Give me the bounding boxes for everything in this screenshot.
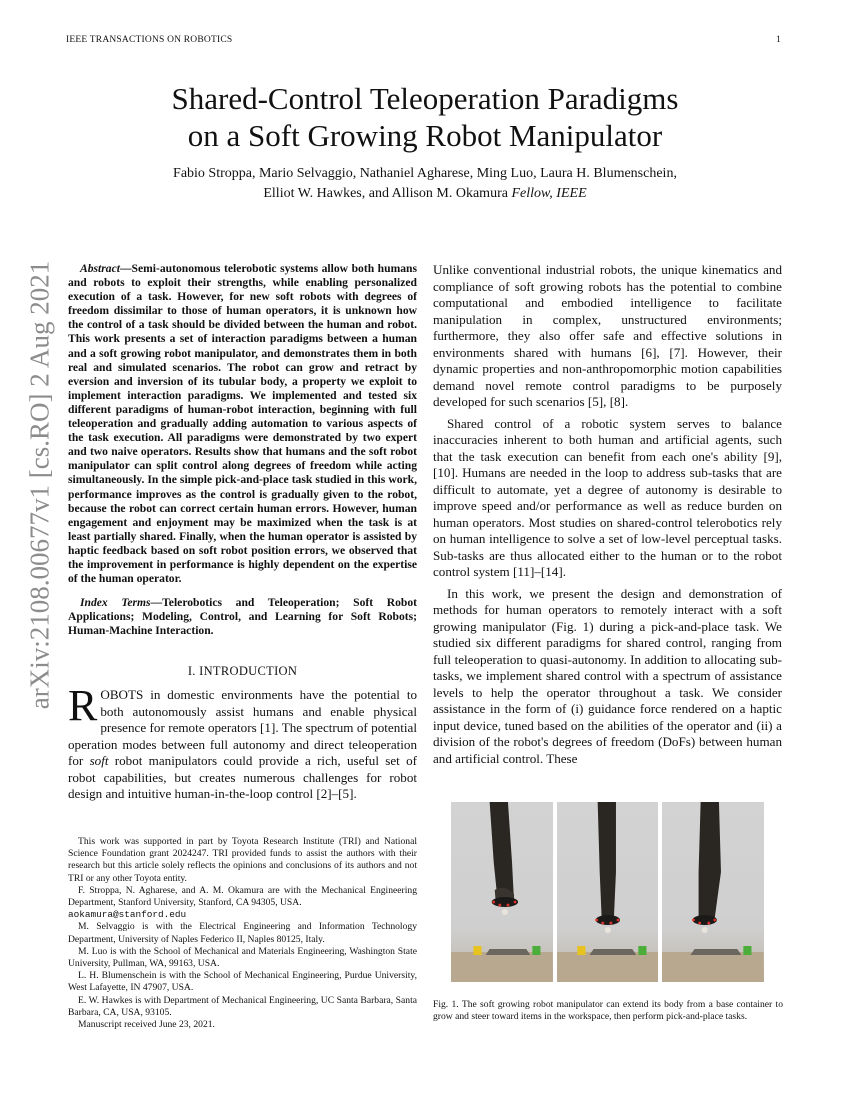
- section-title-initial: I: [199, 664, 204, 679]
- footnote-wsu: M. Luo is with the School of Mechanical and Materials Engineering, Washington State University, Pullman, WA, 99163, USA.: [68, 945, 417, 970]
- footnote-received: Manuscript received June 23, 2021.: [78, 1019, 215, 1031]
- right-paragraph-3: In this work, we present the design and demonstration of methods for human operators to remotely interact with a soft growing manipulator (Fig. 1) during a pick-and-place task. We studied six different paradigms for shared control, ranging from full teleoperation to quasi-autonomy. In addition to allocating sub-tasks, we implement shared control with a spectrum of assistance levels to help the operator throughout a task. We consider assistance in the form of (i) guidance force rendered on a haptic input device, tuned based on the abilities of the operator and (ii) a division of the robot's degrees of freedom (DoFs) between human and artificial control. These: [433, 585, 782, 766]
- figure-panel-1: [451, 802, 553, 982]
- page-number: 1: [776, 35, 781, 45]
- intro-text: in domestic environments have the potential to both autonomously assist humans and enable physical presence for remote operators [1]. The spectrum of potential operation modes between full autonomy and direct teleoperation for: [68, 687, 417, 769]
- intro-smallcaps: OBOTS: [100, 687, 144, 703]
- footnote-ucsb: E. W. Hawkes is with Department of Mechanical Engineering, UC Santa Barbara, Santa Barbara, CA, USA, 93105.: [68, 994, 417, 1018]
- arxiv-stamp-text: arXiv:2108.00677v1 [cs.RO] 2 Aug 2021: [24, 260, 55, 710]
- paper-title: [66, 80, 784, 154]
- running-head: IEEE TRANSACTIONS ON ROBOTICS: [66, 35, 233, 45]
- intro-paragraph: [68, 681, 417, 803]
- index-terms: [68, 596, 417, 638]
- figure-panel-3: [662, 802, 764, 982]
- footnote-purdue: L. H. Blumenschein is with the School of Mechanical Engineering, Purdue University, West Lafayette, IN 47907, USA.: [68, 970, 417, 994]
- footnote-email[interactable]: aokamura@stanford.edu: [68, 909, 187, 921]
- authors-line-2-names: Elliot W. Hawkes, and Allison M. Okamura: [263, 186, 512, 201]
- right-paragraph-2: Shared control of a robotic system serves to balance inaccuracies inherent to both human and artificial agents, such that the task execution can benefit from each one's ability [9], [10]. Humans are needed in the loop to address sub-tasks that are difficult to automate, yet a degree of autonomy is desirable to improve speed and/or performance as well as reduce burden on human operators. Most studies on shared-control telerobotics rely on human intelligence to solve a set of low-level perceptual tasks. Sub-tasks are thus allocated either to the human or to the robot control system [11]–[14].: [433, 415, 782, 579]
- author-list: [66, 164, 784, 204]
- abstract-lead: Abstract: [80, 262, 120, 275]
- index-terms-text: —Telerobotics and Teleoperation; Soft Robot Applications; Modeling, Control, and Learning for Soft Robots; Human-Machine Interaction.: [68, 596, 417, 638]
- right-column: [433, 262, 782, 767]
- title-line-1: Shared-Control Teleoperation Paradigms: [171, 81, 679, 116]
- arxiv-side-stamp: [12, 260, 68, 710]
- section-numeral: I.: [187, 664, 200, 679]
- fellow-designation: Fellow, IEEE: [511, 186, 587, 201]
- figure-panel-2: [557, 802, 659, 982]
- drop-cap: R: [68, 681, 98, 731]
- intro-text-2: robot manipulators could provide a rich, useful set of robot capabilities, but creates numerous challenges for robot design and intuitive human-in-the-loop control [2]–[5].: [68, 753, 417, 802]
- footnote-stanford-text: F. Stroppa, N. Agharese, and A. M. Okamura are with the Mechanical Engineering Department, Stanford University, Stanford, CA 94305, USA.: [68, 884, 417, 909]
- figure-1: [451, 802, 764, 982]
- intro-emphasis: soft: [89, 753, 109, 769]
- left-column: [68, 262, 417, 803]
- footnotes: [68, 836, 417, 1031]
- title-line-2: on a Soft Growing Robot Manipulator: [187, 118, 663, 153]
- footnote-stanford: [68, 885, 417, 922]
- robot-photo-2: [557, 802, 659, 982]
- footnote-naples: M. Selvaggio is with the Electrical Engineering and Information Technology Department, University of Naples Federico II, Naples 80125, Italy.: [68, 921, 417, 945]
- authors-line-2: [66, 184, 784, 204]
- authors-line-1: Fabio Stroppa, Mario Selvaggio, Nathaniel Agharese, Ming Luo, Laura H. Blumenschein,: [173, 166, 677, 181]
- robot-photo-3: [662, 802, 764, 982]
- figure-1-caption: Fig. 1. The soft growing robot manipulator can extend its body from a base container to grow and steer toward items in the workspace, then perform pick-and-place tasks.: [433, 999, 783, 1023]
- abstract: [68, 262, 417, 586]
- index-terms-lead: Index Terms: [80, 596, 151, 610]
- right-paragraph-1: Unlike conventional industrial robots, the unique kinematics and compliance of soft growing robots has the potential to combine computational and embodied intelligence to facilitate manipulation in complex, unstructured environments; furthermore, they also offer safe and effective solutions in environments shared with humans [6], [7]. However, their dynamic properties and non-anthropomorphic motion capabilities demand novel remote control paradigms to be purposely developed for such scenarios [5], [8].: [433, 262, 782, 409]
- section-title-rest: NTRODUCTION: [203, 664, 298, 679]
- footnote-support: This work was supported in part by Toyota Research Institute (TRI) and National Science Foundation grant 2024247. TRI provided funds to assist the authors with their research but this article solely reflects the opinions and conclusions of its authors and not TRI or any other Toyota entity.: [68, 836, 417, 884]
- robot-photo-1: [451, 802, 553, 982]
- section-heading-introduction: [68, 664, 417, 679]
- abstract-text: —Semi-autonomous telerobotic systems allow both humans and robots to exploit their strengths, while enabling personalized execution of a task. However, for new soft robots with degrees of freedom dissimilar to those of human operators, it is unknown how the control of a task should be divided between the human and robot. This work presents a set of interaction paradigms between a human and a soft growing robot manipulator, and demonstrates them in both real and simulated scenarios. The robot can grow and retract by eversion and inversion of its tubular body, a property we exploit to implement interaction paradigms. We implemented and tested six different paradigms of human-robot interaction, beginning with full teleoperation and gradually adding automation to various aspects of the task execution. All paradigms were demonstrated by two expert and two naive operators. Results show that humans and the soft robot manipulator can split control along degrees of freedom while acting simultaneously. In the simple pick-and-place task studied in this work, performance improves as the control is gradually given to the robot, because the robot can correct certain human errors. However, human engagement and enjoyment may be maximized when the task is at least partially shared. Finally, when the human operator is assisted by haptic feedback based on soft robot position errors, we observed that the improvement in performance is highly dependent on the expertise of the human operator.: [68, 262, 417, 586]
